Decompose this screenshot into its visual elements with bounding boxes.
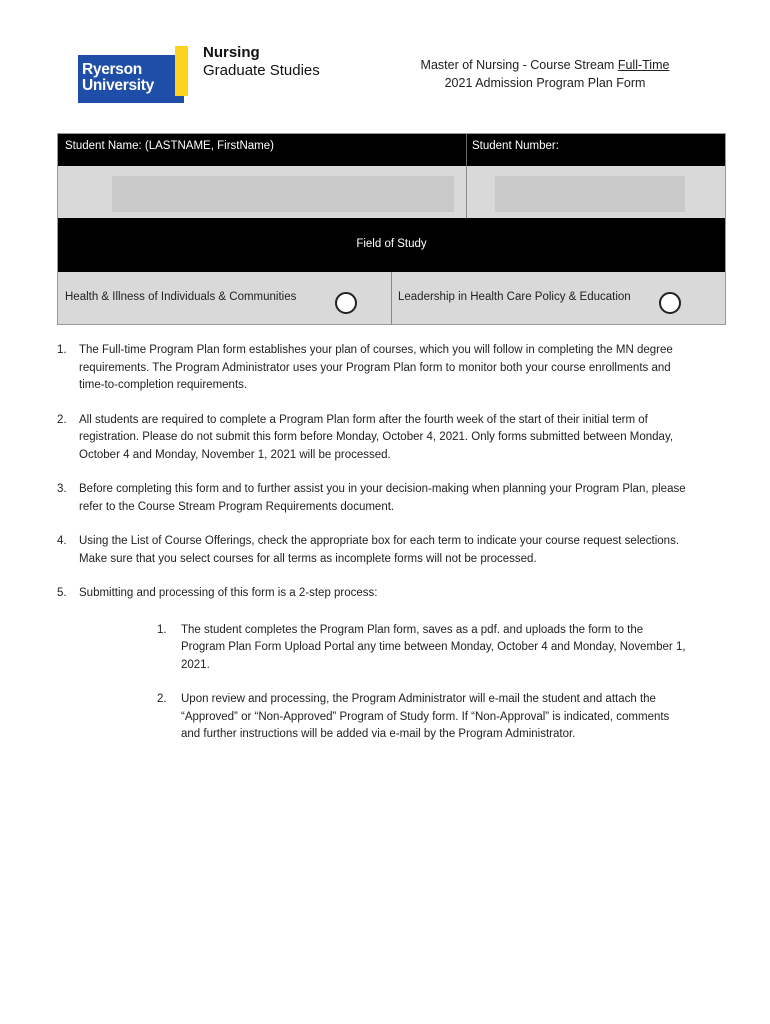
process-step-text: Upon review and processing, the Program Administrator will e-mail the student and attach the “Approved” or “Non-Approved” Program of Study form. If “Non-Approval” is indicated, comments and further instructions will be added via e-mail by the Program Administrator.	[181, 693, 670, 740]
field-of-study-header	[58, 218, 725, 272]
field-of-study-options	[58, 272, 725, 324]
option-health-illness-radio[interactable]	[335, 292, 357, 314]
form-title	[395, 56, 695, 92]
option-divider	[391, 272, 392, 324]
instruction-number: 3.	[57, 483, 67, 495]
option-leadership-label: Leadership in Health Care Policy & Education	[398, 291, 631, 303]
process-step-item	[157, 622, 687, 675]
form-title-fulltime: Full-Time	[617, 58, 670, 72]
instruction-text: All students are required to complete a Program Plan form after the fourth week of the start of their initial term of registration. Please do not submit this form before Monday, October 4, 2021. Only forms submitted between Monday, October 4 and Monday, November 1, 2021 will be processed.	[79, 413, 674, 461]
instruction-item	[57, 412, 687, 465]
logo-nursing-text: Nursing	[203, 44, 260, 61]
student-number-input[interactable]	[495, 176, 685, 212]
student-name-input[interactable]	[112, 176, 454, 212]
instruction-item	[57, 481, 687, 516]
instruction-text: The Full-time Program Plan form establishes your plan of courses, which you will follow in completing the MN degree requirements. The Program Administrator uses your Program Plan form to monitor both your course enrollments and time-to-completion requirements.	[79, 344, 673, 391]
logo-line-ryerson: Ryerson	[82, 61, 142, 78]
instruction-text: Before completing this form and to further assist you in your decision-making when planning your Program Plan, please refer to the Course Stream Program Requirements document.	[79, 483, 686, 513]
instruction-number: 1.	[57, 344, 67, 356]
process-steps-list	[79, 622, 687, 744]
instruction-number: 2.	[57, 413, 67, 426]
form-title-line-1	[395, 56, 695, 74]
process-step-number: 2.	[157, 693, 167, 705]
instruction-number: 4.	[57, 535, 67, 547]
field-of-study-label: Field of Study	[356, 238, 427, 250]
instruction-number: 5.	[57, 587, 67, 599]
option-health-illness-label: Health & Illness of Individuals & Communities	[65, 291, 297, 303]
option-leadership-radio[interactable]	[659, 292, 681, 314]
instructions-list	[57, 342, 687, 761]
form-title-line-2: 2021 Admission Program Plan Form	[444, 76, 646, 90]
student-input-row	[58, 166, 725, 218]
input-divider	[466, 166, 467, 218]
instruction-text: Using the List of Course Offerings, check the appropriate box for each term to indicate your course request selections. Make sure that you select courses for all terms as incomplete forms will not be processed.	[79, 535, 680, 565]
form-title-prefix: Master of Nursing - Course Stream	[420, 58, 618, 72]
instruction-text: Submitting and processing of this form is a 2-step process:	[79, 587, 378, 599]
instruction-item	[57, 342, 687, 395]
process-step-text: The student completes the Program Plan form, saves as a pdf. and uploads the form to the Program Plan Form Upload Portal any time between Monday, October 4 and Monday, November 1, 2021.	[181, 623, 686, 671]
logo-line-university: University	[82, 77, 154, 94]
ryerson-university-logo	[78, 55, 184, 103]
student-info-table	[57, 133, 726, 325]
instruction-item	[57, 585, 687, 744]
logo-graduate-studies-text: Graduate Studies	[203, 62, 320, 79]
logo-accent-bar	[175, 46, 188, 96]
student-number-label: Student Number:	[472, 140, 559, 152]
student-header-row	[58, 134, 725, 166]
process-step-item	[157, 691, 687, 744]
process-step-number: 1.	[157, 623, 167, 636]
student-name-label: Student Name: (LASTNAME, FirstName)	[65, 140, 274, 152]
instruction-item	[57, 533, 687, 568]
header-divider	[466, 134, 467, 166]
